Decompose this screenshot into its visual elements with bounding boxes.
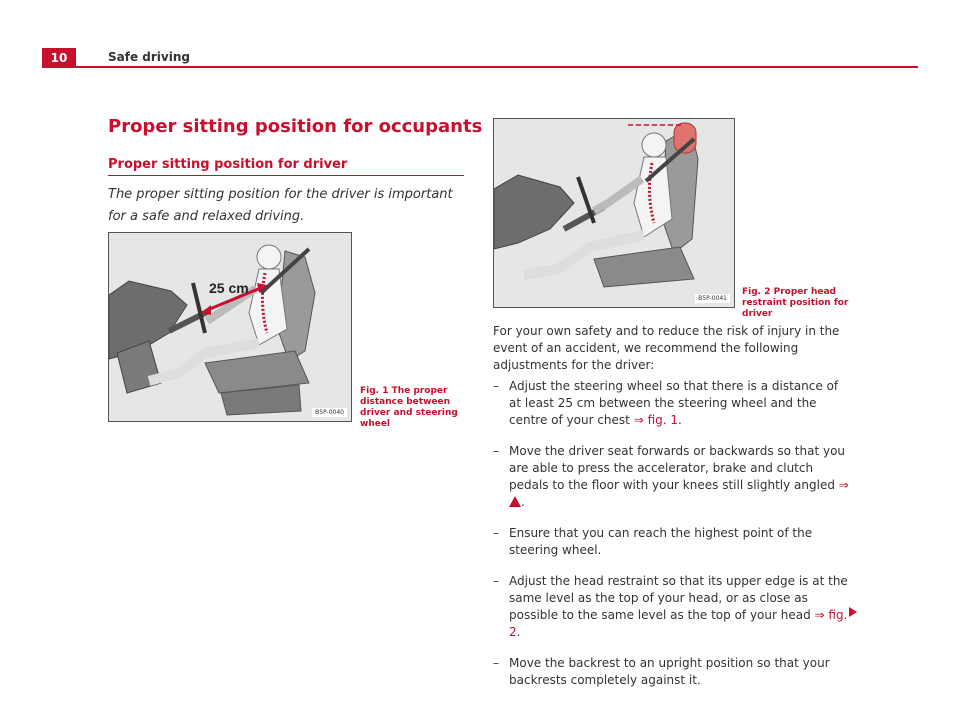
warning-icon: [509, 496, 521, 507]
list-item-text: Adjust the head restraint so that its upper edge is at the same level as the top of your head, or as close as possible to the same level as the top of your head: [509, 574, 848, 622]
subtitle-rule: [108, 175, 464, 176]
running-title: Safe driving: [108, 50, 190, 64]
list-item: [493, 655, 853, 689]
list-item-text: Move the driver seat forwards or backwards so that you are able to press the accelerator, brake and clutch pedals to the floor with your knees still slightly angled: [509, 444, 846, 492]
figure-link[interactable]: ⇒ fig. 2: [509, 608, 848, 639]
section-subtitle: Proper sitting position for driver: [108, 157, 348, 172]
list-item-text: Ensure that you can reach the highest point of the steering wheel.: [509, 526, 813, 557]
dash-bullet: –: [493, 526, 499, 540]
figure-2-caption: Fig. 2 Proper head restraint position for driver: [742, 287, 849, 319]
dash-bullet: –: [493, 574, 499, 588]
page-number: 10: [42, 48, 76, 68]
list-item: – Move the driver seat forwards or backwards so that you are able to press the accelerator, brake and clutch pedals to the floor with your knees still slightly angled ⇒ .: [493, 444, 849, 509]
figure-link[interactable]: ⇒ fig. 1: [633, 413, 679, 427]
section-title: Proper sitting position for occupants: [108, 116, 483, 137]
list-item: – Adjust the head restraint so that its upper edge is at the same level as the top of your head, or as close as possible to the same level as the top of your head ⇒ fig. 2.: [493, 574, 848, 639]
dash-bullet: –: [493, 379, 499, 393]
dash-bullet: –: [493, 656, 499, 670]
figure-1-caption: Fig. 1 The proper distance between driver and steering wheel: [360, 386, 458, 429]
intro-text: The proper sitting position for the driver is important for a safe and relaxed driving.: [108, 187, 453, 224]
list-item-text: Move the backrest to an upright position so that your backrests completely against it.: [509, 656, 830, 687]
list-item: [493, 525, 853, 559]
figure-code: B5P-0041: [695, 294, 730, 303]
continue-arrow-icon: [849, 607, 857, 617]
dash-bullet: –: [493, 444, 499, 458]
adjustment-list: [493, 378, 853, 703]
list-item-text: Adjust the steering wheel so that there is a distance of at least 25 cm between the steering wheel and the centre of your chest: [509, 379, 839, 427]
warning-link[interactable]: ⇒: [838, 478, 849, 492]
body-lead: For your own safety and to reduce the risk of injury in the event of an accident, we recommend the following adjustments for the driver:: [493, 324, 840, 372]
driver-distance-illustration: [109, 233, 351, 421]
distance-label: 25 cm: [209, 280, 249, 296]
figure-2: [493, 118, 735, 308]
head-restraint-illustration: [494, 119, 734, 307]
list-item: – Adjust the steering wheel so that there is a distance of at least 25 cm between the steering wheel and the centre of your chest ⇒ fig. 1.: [493, 379, 839, 427]
header-rule: [76, 66, 918, 68]
figure-code: B5P-0040: [312, 408, 347, 417]
figure-1: [108, 232, 352, 422]
